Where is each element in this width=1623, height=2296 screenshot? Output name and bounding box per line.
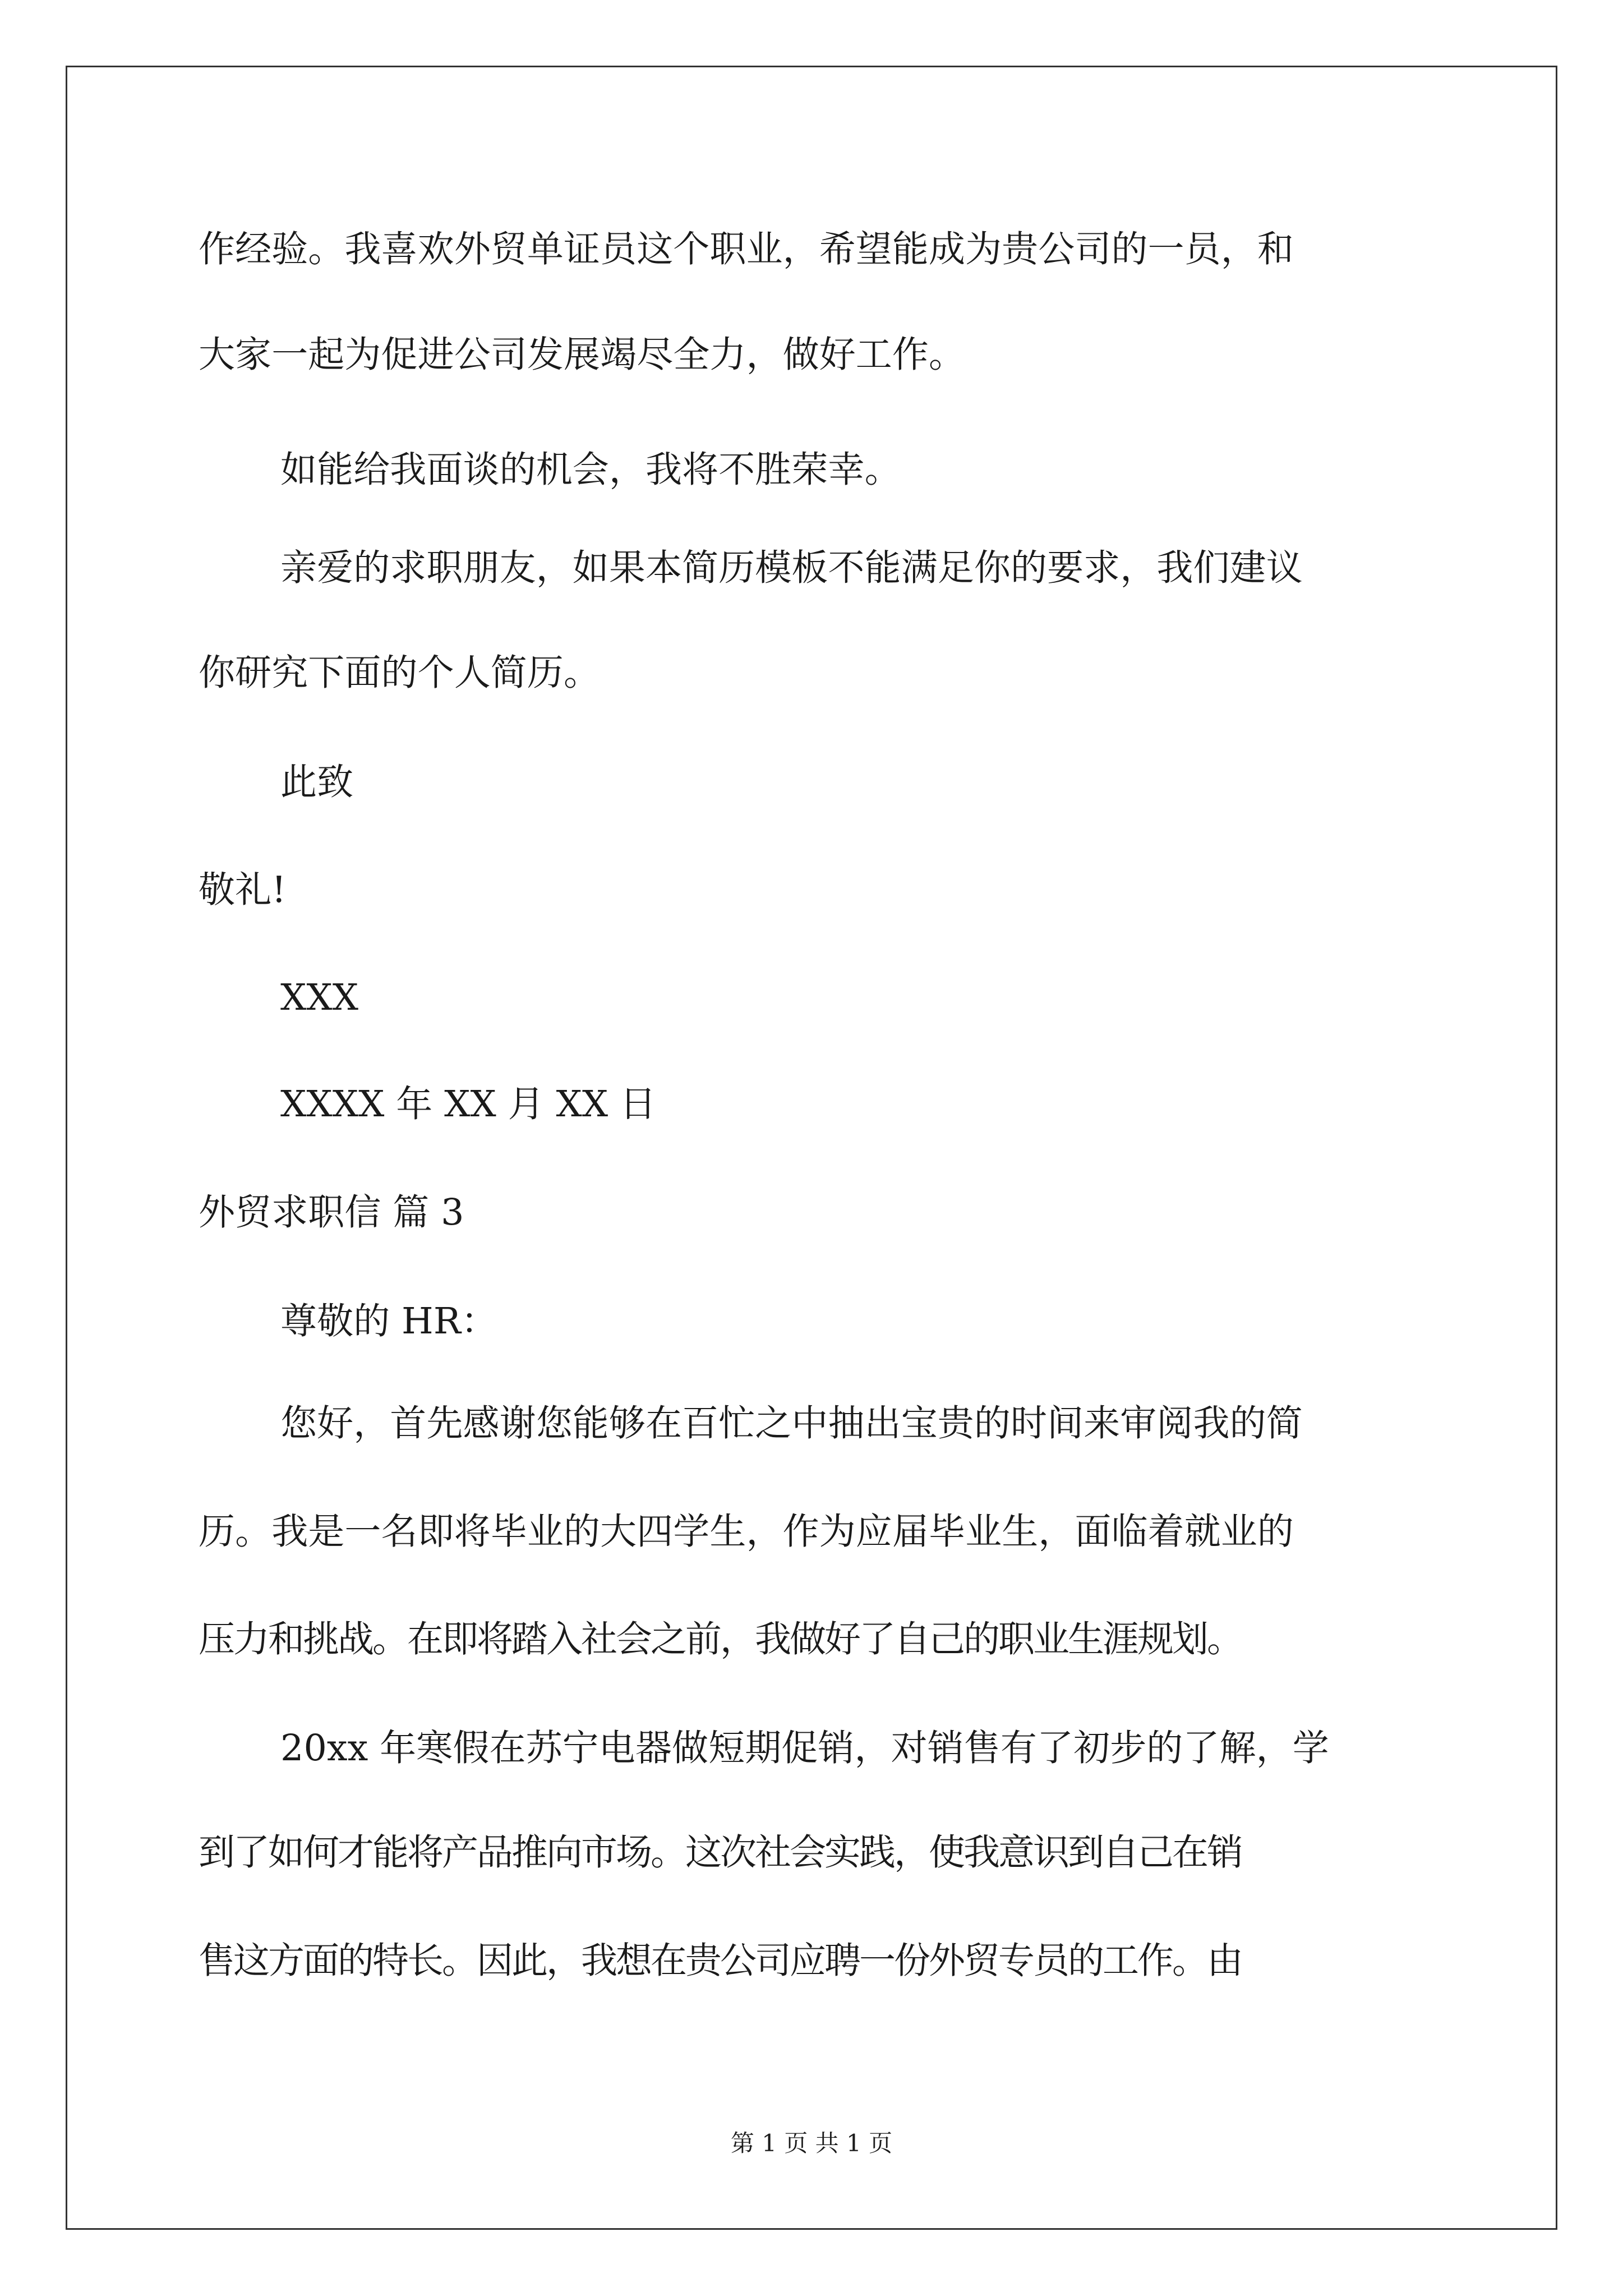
paragraph-line: 作经验。我喜欢外贸单证员这个职业，希望能成为贵公司的一员，和 [199, 228, 1294, 270]
closing-salutation: 此致 [280, 761, 354, 803]
signature-name: XXX [280, 977, 359, 1019]
closing-salutation: 敬礼! [199, 869, 287, 911]
paragraph-line: 你研究下面的个人简历。 [199, 652, 601, 694]
page-border [66, 66, 1557, 2230]
page-number-footer: 第 1 页 共 1 页 [730, 2129, 893, 2157]
paragraph-line: 售这方面的特长。因此，我想在贵公司应聘一份外贸专员的工作。由 [199, 1940, 1242, 1982]
paragraph-line: 到了如何才能将产品推向市场。这次社会实践，使我意识到自己在销 [199, 1832, 1242, 1874]
paragraph-line: 20xx 年寒假在苏宁电器做短期促销，对销售有了初步的了解，学 [280, 1727, 1329, 1769]
paragraph-line: 压力和挑战。在即将踏入社会之前，我做好了自己的职业生涯规划。 [199, 1618, 1242, 1660]
greeting: 尊敬的 HR： [280, 1300, 497, 1342]
paragraph-line: 历。我是一名即将毕业的大四学生，作为应届毕业生，面临着就业的 [199, 1511, 1294, 1553]
signature-date: XXXX 年 XX 月 XX 日 [280, 1083, 657, 1125]
paragraph-line: 亲爱的求职朋友，如果本简历模板不能满足你的要求，我们建议 [280, 547, 1303, 589]
paragraph-line: 如能给我面谈的机会，我将不胜荣幸。 [280, 449, 901, 491]
paragraph-line: 大家一起为促进公司发展竭尽全力，做好工作。 [199, 334, 966, 376]
section-heading: 外贸求职信 篇 3 [199, 1191, 464, 1234]
paragraph-line: 您好，首先感谢您能够在百忙之中抽出宝贵的时间来审阅我的简 [280, 1402, 1303, 1444]
